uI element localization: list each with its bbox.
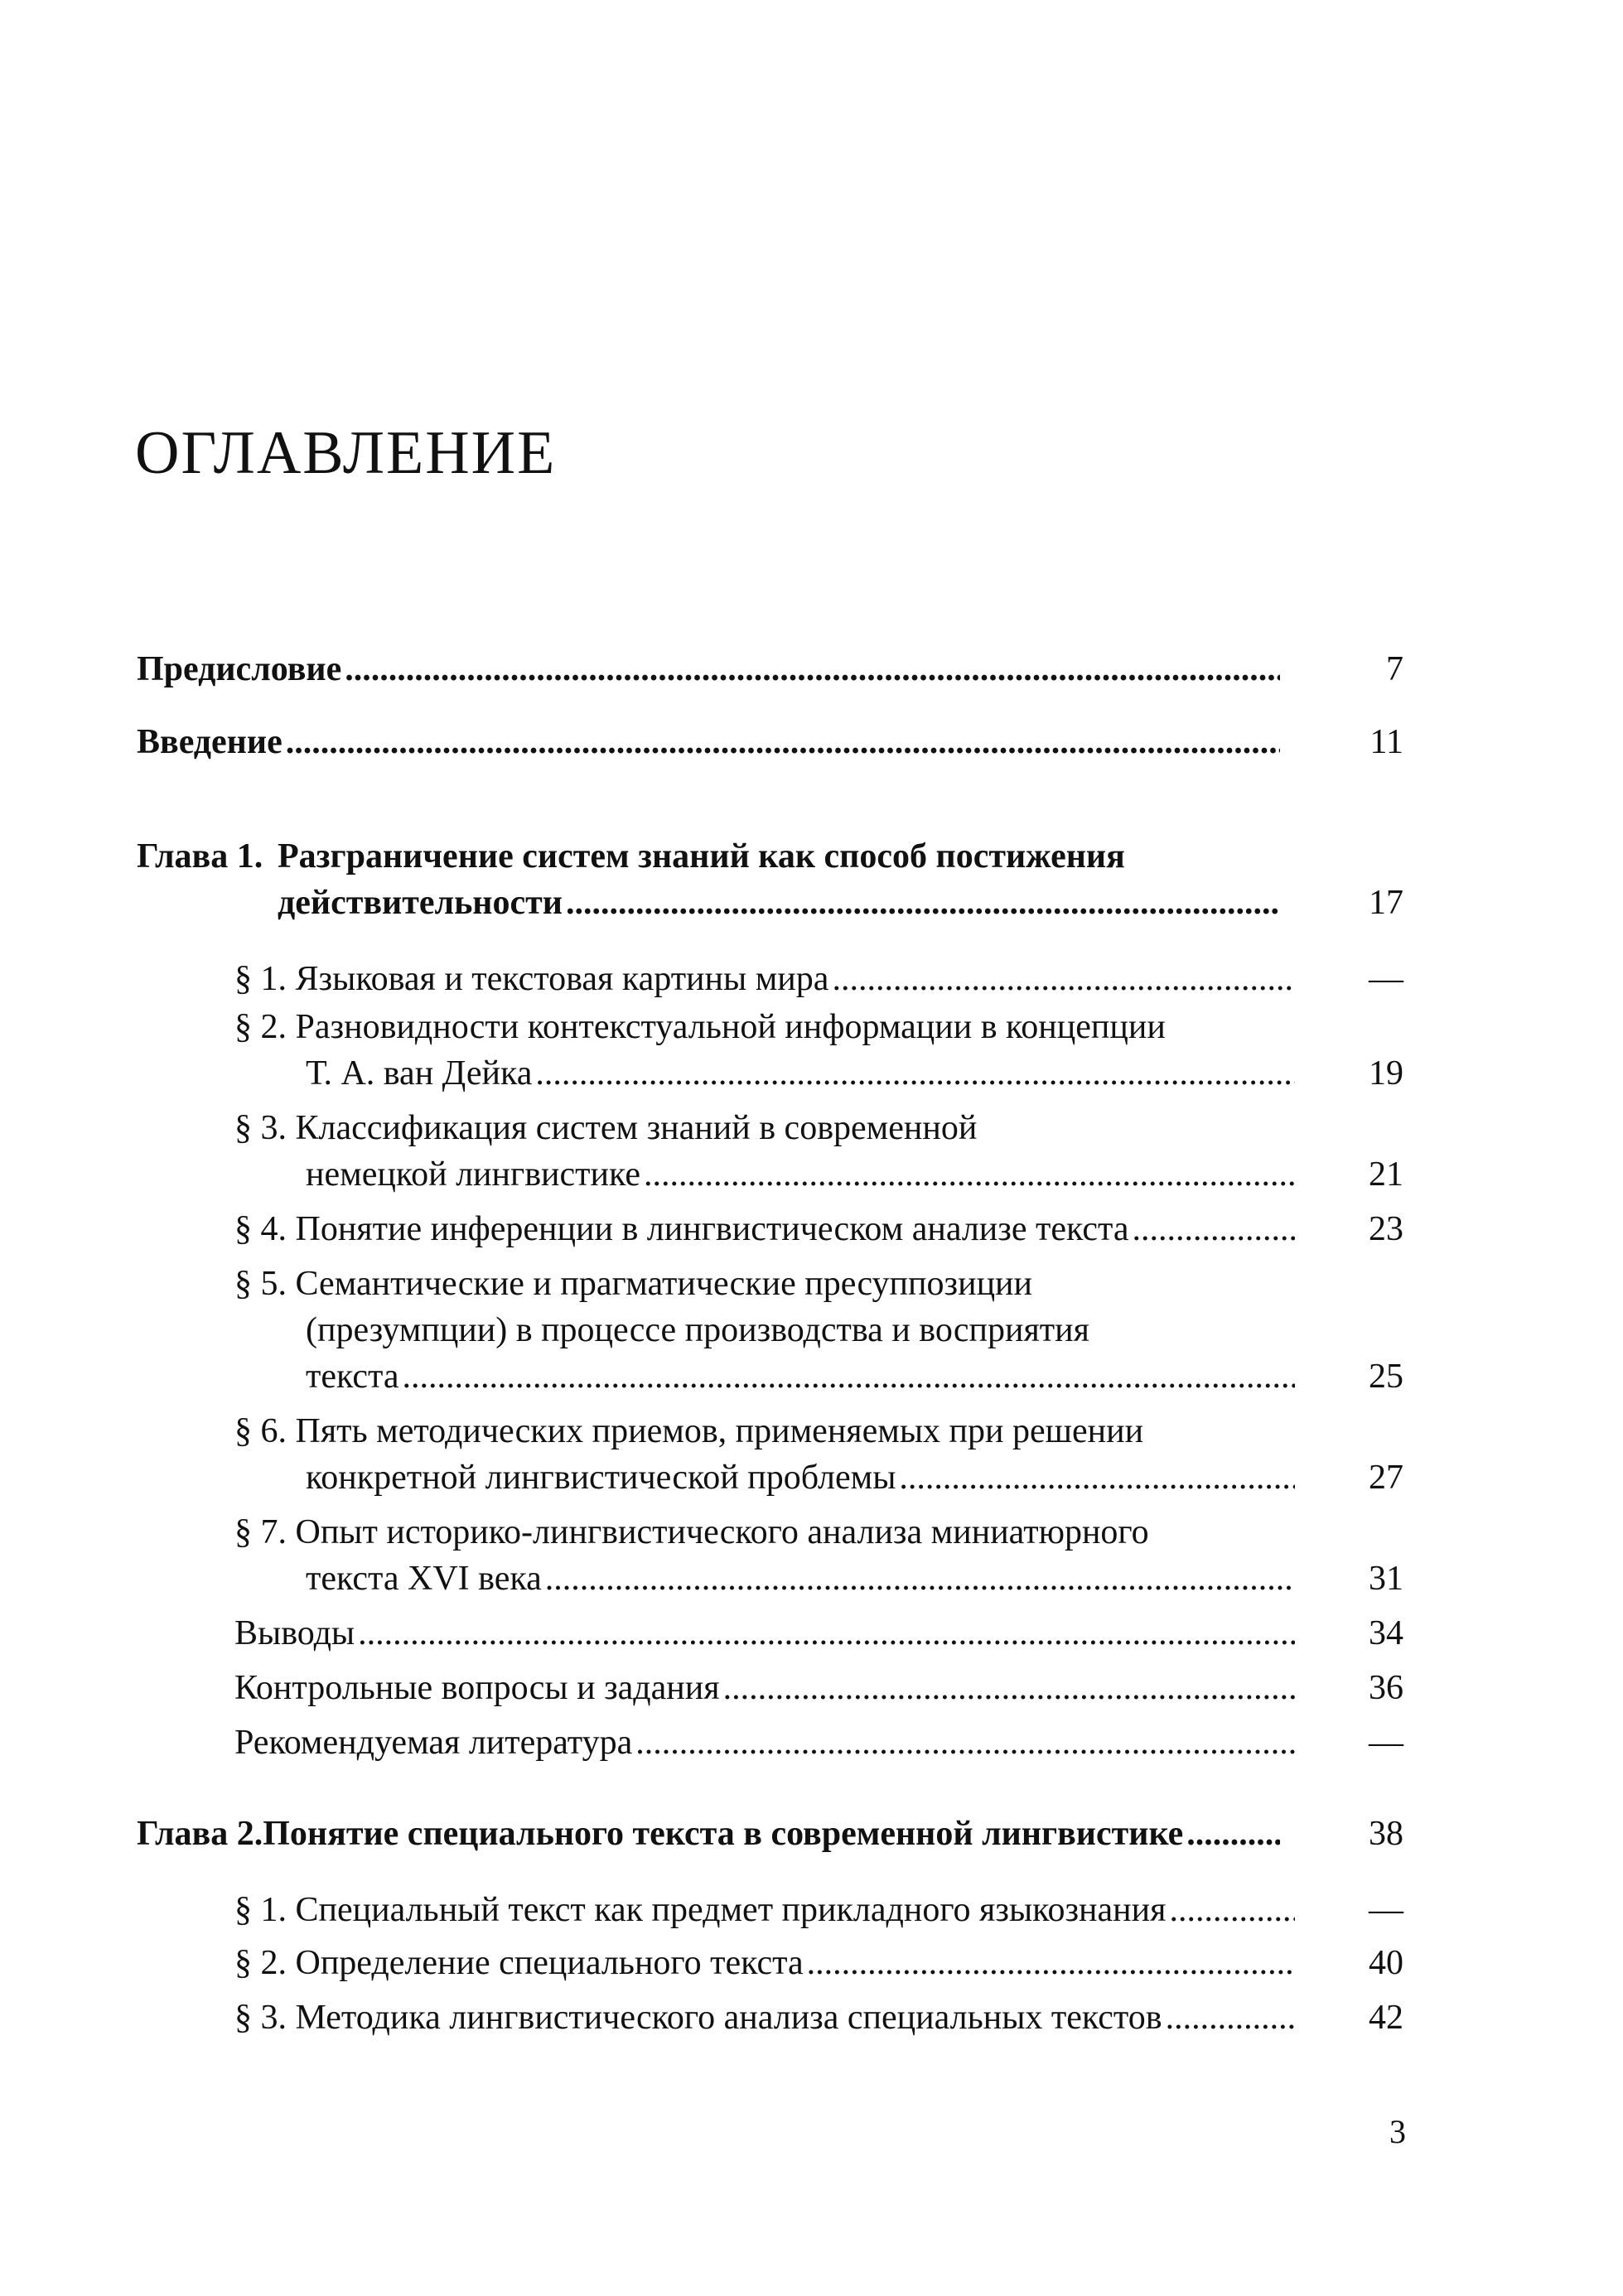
chapter-title-cont: действительности [278, 884, 563, 922]
toc-entry-page: 27 [1369, 1459, 1403, 1497]
toc-entry-page: 31 [1369, 1560, 1403, 1598]
toc-entry-page: — [1369, 1724, 1403, 1762]
dot-leader [832, 956, 1295, 1002]
dot-leader [1169, 1887, 1295, 1933]
section-title: § 4. Понятие инференции в лингвистическом анализе текста [234, 1210, 1129, 1248]
section-title: § 2. Разновидности контекстуальной информации в концепции [234, 1008, 1166, 1046]
toc-entry-label: Введение [137, 723, 283, 761]
section-title: § 1. Специальный текст как предмет прикладного языкознания [234, 1891, 1167, 1929]
section-title: § 2. Определение специального текста [234, 1944, 804, 1982]
dot-leader [1166, 1995, 1295, 2041]
dot-leader [358, 1610, 1295, 1657]
toc-entry-page: 21 [1369, 1155, 1403, 1194]
chapter-title: Понятие специального текста в современной лингвистике [263, 1815, 1184, 1853]
toc-entry-page: 25 [1369, 1358, 1403, 1396]
section-title-cont: (презумпции) в процессе производства и восприятия [306, 1311, 1089, 1349]
dot-leader [899, 1454, 1295, 1501]
toc-section-1-7[interactable] [234, 1509, 1295, 1602]
toc-entry-page: 36 [1369, 1669, 1403, 1707]
toc-entry-conclusions[interactable] [234, 1610, 1295, 1657]
toc-section-2-3[interactable] [234, 1995, 1295, 2041]
section-title: § 7. Опыт историко-лингвистического анализа миниатюрного [234, 1513, 1149, 1551]
dot-leader [807, 1940, 1295, 1986]
section-title: § 5. Семантические и прагматические пресуппозиции [234, 1265, 1033, 1303]
toc-entry-page: 23 [1369, 1210, 1403, 1248]
toc-section-1-4[interactable] [234, 1206, 1295, 1252]
page-title: ОГЛАВЛЕНИЕ [135, 419, 557, 487]
toc-entry-label: Предисловие [137, 650, 342, 688]
toc-entry-page: — [1369, 960, 1403, 998]
toc-entry-page: 34 [1369, 1614, 1403, 1652]
dot-leader [566, 880, 1280, 926]
dot-leader [545, 1556, 1295, 1602]
toc-chapter-2[interactable] [137, 1811, 1280, 1857]
toc-section-1-6[interactable] [234, 1408, 1295, 1501]
toc-entry-label: Контрольные вопросы и задания [234, 1669, 720, 1707]
dot-leader [535, 1050, 1295, 1097]
section-title-cont: Т. А. ван Дейка [306, 1054, 533, 1093]
page-number: 3 [1389, 2113, 1406, 2150]
section-title: § 1. Языковая и текстовая картины мира [234, 960, 829, 998]
dot-leader [1133, 1206, 1295, 1252]
dot-leader [644, 1151, 1295, 1198]
section-title: § 3. Методика лингвистического анализа специальных текстов [234, 1999, 1162, 2037]
toc-entry-page: 11 [1369, 723, 1403, 761]
toc-entry-intro[interactable] [137, 719, 1280, 765]
chapter-prefix: Глава 2. [137, 1815, 263, 1853]
toc-entry-preface[interactable] [137, 646, 1280, 692]
toc-chapter-1[interactable] [137, 833, 1280, 926]
toc-section-2-1[interactable] [234, 1887, 1295, 1933]
toc-entry-page: 42 [1369, 1999, 1403, 2037]
section-title-cont: конкретной лингвистической проблемы [306, 1459, 896, 1497]
dot-leader [345, 646, 1280, 692]
dot-leader [723, 1665, 1295, 1711]
dot-leader [403, 1353, 1295, 1400]
toc-entry-page: — [1369, 1891, 1403, 1929]
toc-entry-literature[interactable] [234, 1720, 1295, 1766]
toc-entry-page: 7 [1386, 650, 1403, 688]
toc-entry-page: 19 [1369, 1054, 1403, 1093]
dot-leader [1186, 1811, 1280, 1857]
toc-section-1-1[interactable] [234, 956, 1295, 1002]
dot-leader [635, 1720, 1295, 1766]
toc-section-1-5[interactable] [234, 1261, 1295, 1400]
dot-leader [286, 719, 1280, 765]
toc-entry-label: Выводы [234, 1614, 355, 1652]
section-title-cont: текста [306, 1358, 399, 1396]
toc-entry-page: 40 [1369, 1944, 1403, 1982]
toc-section-1-2[interactable] [234, 1004, 1295, 1097]
chapter-prefix: Глава 1. [137, 837, 263, 875]
section-title: § 3. Классификация систем знаний в современной [234, 1109, 978, 1147]
toc-section-1-3[interactable] [234, 1105, 1295, 1198]
toc-entry-page: 17 [1369, 884, 1403, 922]
section-title: § 6. Пять методических приемов, применяемых при решении [234, 1412, 1144, 1450]
toc-entry-label: Рекомендуемая литература [234, 1724, 633, 1762]
toc-section-2-2[interactable] [234, 1940, 1295, 1986]
toc-entry-questions[interactable] [234, 1665, 1295, 1711]
chapter-title: Разграничение систем знаний как способ постижения [278, 837, 1125, 875]
section-title-cont: немецкой лингвистике [306, 1155, 640, 1194]
toc-entry-page: 38 [1369, 1815, 1403, 1853]
section-title-cont: текста XVI века [306, 1560, 542, 1598]
